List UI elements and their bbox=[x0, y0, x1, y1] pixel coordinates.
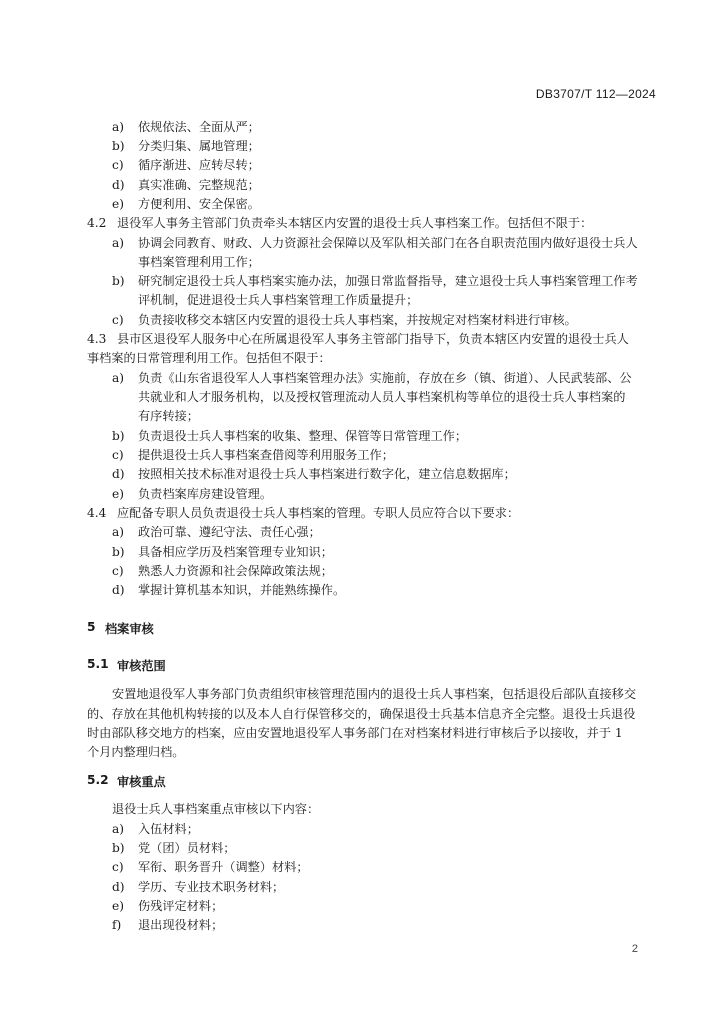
item-text: 提供退役士兵人事档案查借阅等利用服务工作； bbox=[138, 448, 394, 462]
item-label: c) bbox=[112, 313, 124, 327]
item-text: 熟悉人力资源和社会保障政策法规； bbox=[138, 564, 333, 578]
item-text: 有序转接； bbox=[138, 409, 199, 423]
item-label: d) bbox=[112, 467, 125, 481]
item-text: 按照相关技术标准对退役士兵人事档案进行数字化，建立信息数据库； bbox=[138, 467, 516, 481]
item-text: 方便利用、安全保密。 bbox=[138, 197, 260, 211]
item-label: a) bbox=[112, 822, 125, 836]
item-text: 事档案管理利用工作； bbox=[138, 255, 260, 269]
document-code: DB3707/T 112—2024 bbox=[535, 87, 656, 101]
item-label: d) bbox=[112, 583, 125, 597]
clause-number: 4.2 bbox=[87, 216, 107, 230]
clause-text: 应配备专职人员负责退役士兵人事档案的管理。专职人员应符合以下要求： bbox=[117, 506, 520, 520]
item-label: c) bbox=[112, 860, 124, 874]
section-title: 审核重点 bbox=[117, 775, 166, 789]
item-label: c) bbox=[112, 158, 124, 172]
item-text: 负责档案库房建设管理。 bbox=[138, 487, 273, 501]
item-label: d) bbox=[112, 178, 125, 192]
item-label: b) bbox=[112, 841, 125, 855]
item-label: b) bbox=[112, 139, 125, 153]
item-text: 评机制，促进退役士兵人事档案管理工作质量提升； bbox=[138, 293, 419, 307]
item-label: e) bbox=[112, 487, 124, 501]
item-label: a) bbox=[112, 371, 125, 385]
item-label: e) bbox=[112, 197, 124, 211]
item-text: 共就业和人才服务机构，以及授权管理流动人员人事档案机构等单位的退役士兵人事档案的 bbox=[138, 390, 626, 404]
item-text: 入伍材料； bbox=[138, 822, 199, 836]
document-page: DB3707/T 112—2024 a) 依规依法、全面从严； b) 分类归集、属地管理； c) 循序渐进、应转尽转； d) 真实准确、完整规范； e) 方便利用、安全保密。 4.2 退役军人事务主管部门负责牵头本辖区内安置的退役士兵人事档案工作。包括但不限于： a) 协调会同教育、财政、人力资源社会保障以及军队相关部门在各自职责范围内做好退役士兵人 事档案管理利用工作； b) 研究制定退役士兵人事档案实施办法，加强日常监督指导，建立退役士兵人事档案管理工作考 评机制，促进退役士兵人事档案管理工作质量提升； c) 负责接收移交本辖区内安置的退役士兵人事档案，并按规定对档案材料进行审核。 4.3 县市区退役军人服务中心在所属退役军人事务主管部门指导下，负责本辖区内安置的退役士兵人 事档案的日常管理利用工作。包括但不限于： a) 负责《山东省退役军人人事档案管理办法》实施前，存放在乡（镇、街道）、人民武装部、公 共就业和人才服务机构，以及授权管理流动人员人事档案机构等单位的退役士兵人事档案的 有序转接； b) 负责退役士兵人事档案的收集、整理、保管等日常管理工作； c) 提供退役士兵人事档案查借阅等利用服务工作； d) 按照相关技术标准对退役士兵人事档案进行数字化，建立信息数据库； e) 负责档案库房建设管理。 4.4 应配备专职人员负责退役士兵人事档案的管理。专职人员应符合以下要求： a) 政治可靠、遵纪守法、责任心强； b) 具备相应学历及档案管理专业知识； c) 熟悉人力资源和社会保障政策法规； d) 掌握计算机基本知识，并能熟练操作。 5 档案审核 5.1 审核范围 安置地退役军人事务部门负责组织审核管理范围内的退役士兵人事档案，包括退役后部队直接移交 的、存放在其他机构转接的以及本人自行保管移交的，确保退役士兵基本信息齐全完整。退役士兵退役 时由部队移交地方的档案，应由安置地退役军人事务部门在对档案材料进行审核后予以接收，并于 1 个月内整理归档。 5.2 审核重点 退役士兵人事档案重点审核以下内容： a) 入伍材料； b) 党（团）员材料； c) 军衔、职务晋升（调整）材料； d) 学历、专业技术职务材料； e) 伤残评定材料； f) 退出现役材料； 2 bbox=[87, 87, 656, 955]
item-text: 负责接收移交本辖区内安置的退役士兵人事档案，并按规定对档案材料进行审核。 bbox=[138, 313, 577, 327]
item-label: c) bbox=[112, 448, 124, 462]
item-text: 军衔、职务晋升（调整）材料； bbox=[138, 860, 309, 874]
page-number: 2 bbox=[631, 943, 638, 955]
item-text: 具备相应学历及档案管理专业知识； bbox=[138, 545, 333, 559]
item-text: 伤残评定材料； bbox=[138, 899, 224, 913]
item-text: 协调会同教育、财政、人力资源社会保障以及军队相关部门在各自职责范围内做好退役士兵人 bbox=[138, 236, 638, 250]
item-label: b) bbox=[112, 545, 125, 559]
item-text: 真实准确、完整规范； bbox=[138, 178, 260, 192]
clause-number: 4.4 bbox=[87, 506, 107, 520]
item-text: 退出现役材料； bbox=[138, 918, 224, 932]
item-label: a) bbox=[112, 525, 125, 539]
item-label: b) bbox=[112, 429, 125, 443]
section-title: 审核范围 bbox=[117, 659, 166, 673]
item-label: b) bbox=[112, 274, 125, 288]
section-number: 5 bbox=[87, 620, 96, 634]
item-text: 循序渐进、应转尽转； bbox=[138, 158, 260, 172]
item-text: 负责《山东省退役军人人事档案管理办法》实施前，存放在乡（镇、街道）、人民武装部、公 bbox=[138, 371, 632, 385]
clause-number: 4.3 bbox=[87, 332, 107, 346]
item-text: 负责退役士兵人事档案的收集、整理、保管等日常管理工作； bbox=[138, 429, 468, 443]
item-text: 学历、专业技术职务材料； bbox=[138, 880, 285, 894]
item-text: 党（团）员材料； bbox=[138, 841, 236, 855]
clause-text: 退役军人事务主管部门负责牵头本辖区内安置的退役士兵人事档案工作。包括但不限于： bbox=[117, 216, 593, 230]
item-text: 政治可靠、遵纪守法、责任心强； bbox=[138, 525, 321, 539]
clause-text: 事档案的日常管理利用工作。包括但不限于： bbox=[87, 351, 331, 365]
section-number: 5.1 bbox=[87, 657, 109, 671]
section-number: 5.2 bbox=[87, 773, 109, 787]
clause-text: 县市区退役军人服务中心在所属退役军人事务主管部门指导下，负责本辖区内安置的退役士兵人 bbox=[117, 332, 629, 346]
item-label: d) bbox=[112, 880, 125, 894]
item-text: 掌握计算机基本知识，并能熟练操作。 bbox=[138, 583, 346, 597]
item-label: c) bbox=[112, 564, 124, 578]
item-label: f) bbox=[112, 918, 122, 932]
item-text: 依规依法、全面从严； bbox=[138, 120, 260, 134]
item-text: 研究制定退役士兵人事档案实施办法，加强日常监督指导，建立退役士兵人事档案管理工作考 bbox=[138, 274, 638, 288]
section-title: 档案审核 bbox=[105, 622, 154, 636]
item-label: a) bbox=[112, 236, 125, 250]
item-text: 分类归集、属地管理； bbox=[138, 139, 260, 153]
item-label: e) bbox=[112, 899, 124, 913]
item-label: a) bbox=[112, 120, 125, 134]
